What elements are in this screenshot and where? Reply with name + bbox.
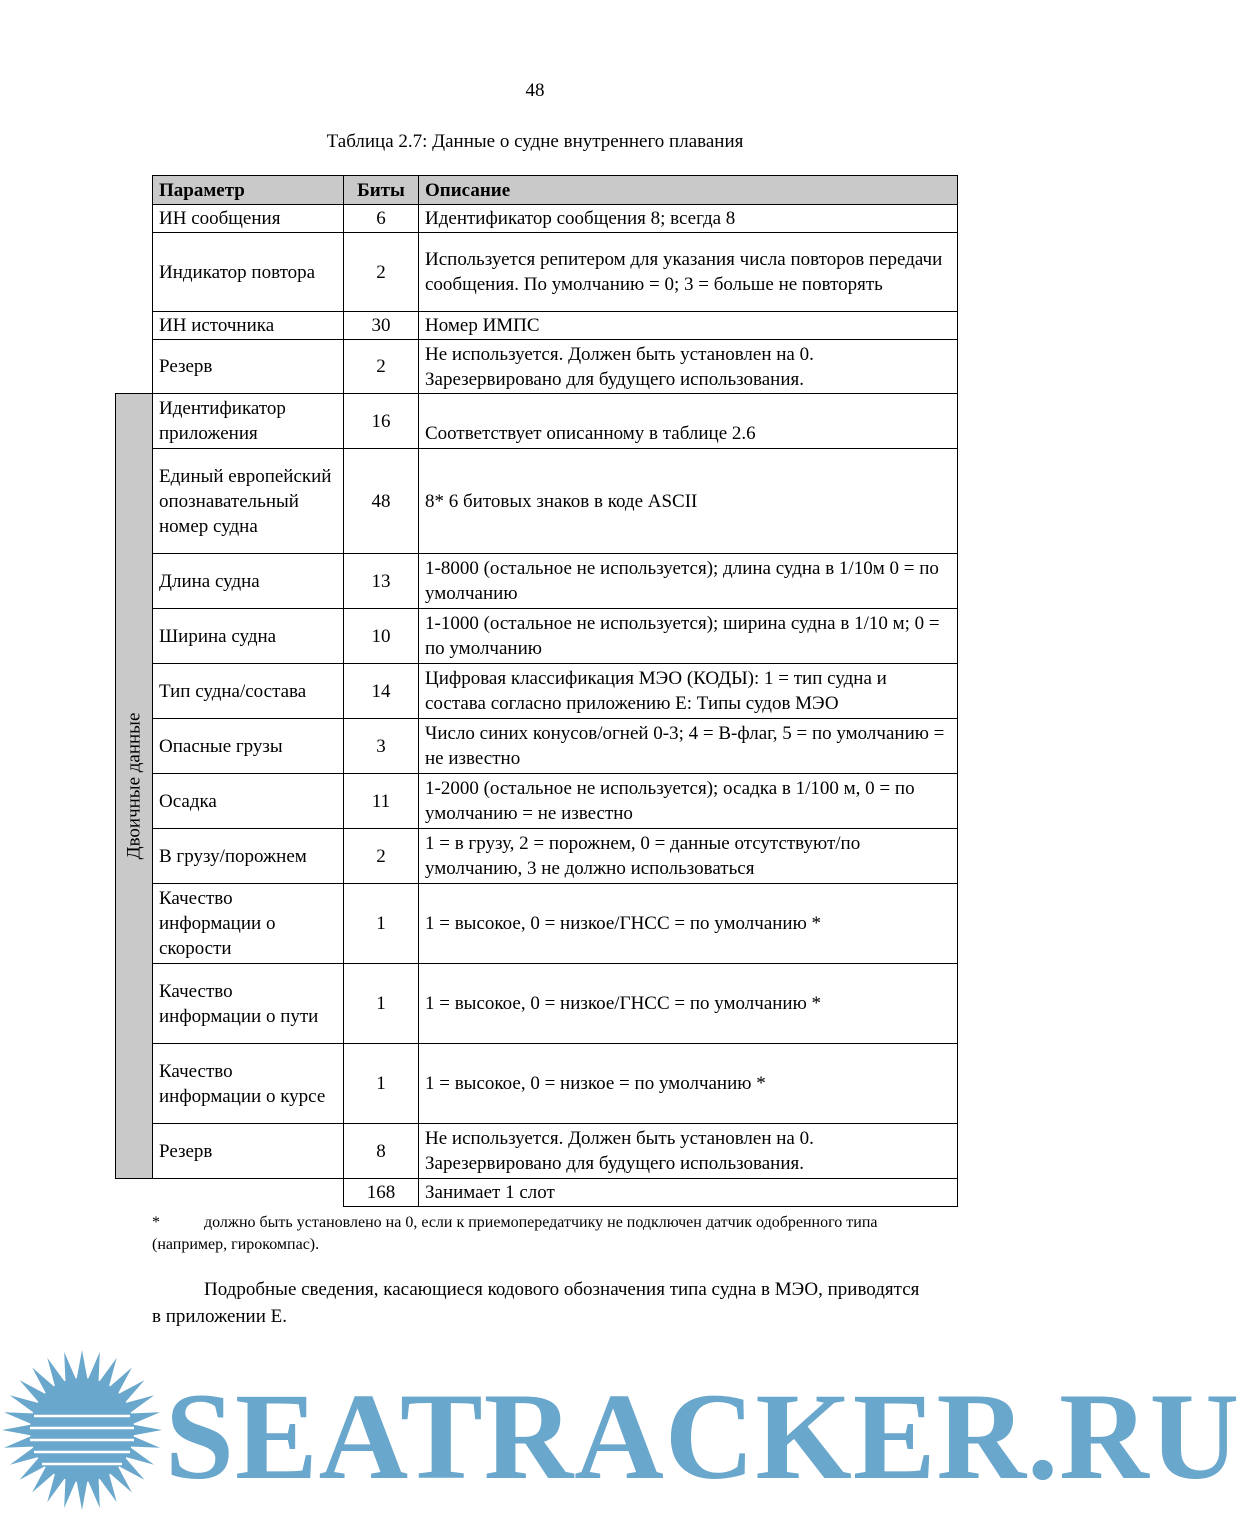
desc-cell: Цифровая классификация МЭО (КОДЫ): 1 = тип судна и состава согласно приложению Е: Типы судов МЭО xyxy=(419,664,958,719)
param-cell: ИН сообщения xyxy=(153,205,344,233)
param-cell: Длина судна xyxy=(153,554,344,609)
param-cell: Идентификатор приложения xyxy=(153,394,344,449)
param-cell: Резерв xyxy=(153,1124,344,1179)
bits-cell: 2 xyxy=(344,233,419,312)
total-desc: Занимает 1 слот xyxy=(419,1179,958,1207)
table-row xyxy=(116,312,958,340)
total-row xyxy=(116,1179,958,1207)
param-cell: Осадка xyxy=(153,774,344,829)
page-number: 48 xyxy=(525,80,545,101)
desc-cell: 1-2000 (остальное не используется); осадка в 1/100 м, 0 = по умолчанию = не известно xyxy=(419,774,958,829)
table-row xyxy=(116,774,958,829)
desc-cell: Число синих конусов/огней 0-3; 4 = В-флаг, 5 = по умолчанию = не известно xyxy=(419,719,958,774)
param-cell: Единый европейский опознавательный номер судна xyxy=(153,449,344,554)
row-spacer xyxy=(116,312,153,340)
table-row xyxy=(116,719,958,774)
param-cell: Опасные грузы xyxy=(153,719,344,774)
param-cell: Резерв xyxy=(153,340,344,394)
group-label: Двоичные данные xyxy=(123,712,145,860)
desc-cell: Не используется. Должен быть установлен на 0. Зарезервировано для будущего использования. xyxy=(419,340,958,394)
footnote-text: должно быть установлено на 0, если к приемопередатчику не подключен датчик одобренного типа (например, гирокомпас). xyxy=(152,1214,878,1253)
table-row xyxy=(116,205,958,233)
desc-cell: Соответствует описанному в таблице 2.6 xyxy=(419,394,958,449)
header-bits: Биты xyxy=(344,176,419,205)
desc-cell: 1-1000 (остальное не используется); ширина судна в 1/10 м; 0 = по умолчанию xyxy=(419,609,958,664)
bits-cell: 10 xyxy=(344,609,419,664)
table-caption: Таблица 2.7: Данные о судне внутреннего плавания xyxy=(326,131,744,152)
param-cell: В грузу/порожнем xyxy=(153,829,344,884)
desc-cell: 8* 6 битовых знаков в коде ASCII xyxy=(419,449,958,554)
table-row xyxy=(116,340,958,394)
row-spacer xyxy=(116,1179,153,1207)
header-spacer xyxy=(116,176,153,205)
param-cell: Качество информации о курсе xyxy=(153,1044,344,1124)
table-row xyxy=(116,233,958,312)
binary-data-group xyxy=(116,394,153,1179)
row-spacer xyxy=(153,1179,344,1207)
table-row xyxy=(116,884,958,964)
table-row xyxy=(116,1044,958,1124)
row-spacer xyxy=(116,233,153,312)
bits-cell: 48 xyxy=(344,449,419,554)
bits-cell: 16 xyxy=(344,394,419,449)
param-cell: ИН источника xyxy=(153,312,344,340)
body-paragraph: Подробные сведения, касающиеся кодового обозначения типа судна в МЭО, приводятся в приложении Е. xyxy=(152,1279,920,1327)
table-row xyxy=(116,609,958,664)
vessel-data-table xyxy=(115,175,958,1207)
param-cell: Ширина судна xyxy=(153,609,344,664)
desc-cell: Используется репитером для указания числа повторов передачи сообщения. По умолчанию = 0; 3 = больше не повторять xyxy=(419,233,958,312)
header-desc: Описание xyxy=(419,176,958,205)
param-cell: Качество информации о пути xyxy=(153,964,344,1044)
footnote xyxy=(152,1212,912,1256)
table-row xyxy=(116,449,958,554)
table-row xyxy=(116,394,958,449)
desc-cell: Номер ИМПС xyxy=(419,312,958,340)
bits-cell: 6 xyxy=(344,205,419,233)
desc-cell: Идентификатор сообщения 8; всегда 8 xyxy=(419,205,958,233)
row-spacer xyxy=(116,340,153,394)
bits-cell: 8 xyxy=(344,1124,419,1179)
table-row xyxy=(116,664,958,719)
desc-cell: 1 = высокое, 0 = низкое/ГНСС = по умолчанию * xyxy=(419,964,958,1044)
table-row xyxy=(116,554,958,609)
bits-cell: 3 xyxy=(344,719,419,774)
desc-cell: Не используется. Должен быть установлен на 0. Зарезервировано для будущего использования. xyxy=(419,1124,958,1179)
param-cell: Качество информации о скорости xyxy=(153,884,344,964)
desc-cell: 1-8000 (остальное не используется); длина судна в 1/10м 0 = по умолчанию xyxy=(419,554,958,609)
bits-cell: 11 xyxy=(344,774,419,829)
table-row xyxy=(116,1124,958,1179)
bits-cell: 2 xyxy=(344,829,419,884)
header-param: Параметр xyxy=(153,176,344,205)
param-cell: Тип судна/состава xyxy=(153,664,344,719)
bits-cell: 30 xyxy=(344,312,419,340)
bits-cell: 14 xyxy=(344,664,419,719)
table-header-row xyxy=(116,176,958,205)
desc-cell: 1 = высокое, 0 = низкое = по умолчанию * xyxy=(419,1044,958,1124)
footnote-mark: * xyxy=(152,1214,160,1231)
bits-cell: 1 xyxy=(344,1044,419,1124)
bits-cell: 2 xyxy=(344,340,419,394)
table-row xyxy=(116,964,958,1044)
bits-cell: 13 xyxy=(344,554,419,609)
desc-cell: 1 = в грузу, 2 = порожнем, 0 = данные отсутствуют/по умолчанию, 3 не должно использоваться xyxy=(419,829,958,884)
total-bits: 168 xyxy=(344,1179,419,1207)
bits-cell: 1 xyxy=(344,964,419,1044)
watermark-text: SEATRACKER.RU xyxy=(165,1368,1240,1505)
table-row xyxy=(116,829,958,884)
row-spacer xyxy=(116,205,153,233)
param-cell: Индикатор повтора xyxy=(153,233,344,312)
bits-cell: 1 xyxy=(344,884,419,964)
desc-cell: 1 = высокое, 0 = низкое/ГНСС = по умолчанию * xyxy=(419,884,958,964)
